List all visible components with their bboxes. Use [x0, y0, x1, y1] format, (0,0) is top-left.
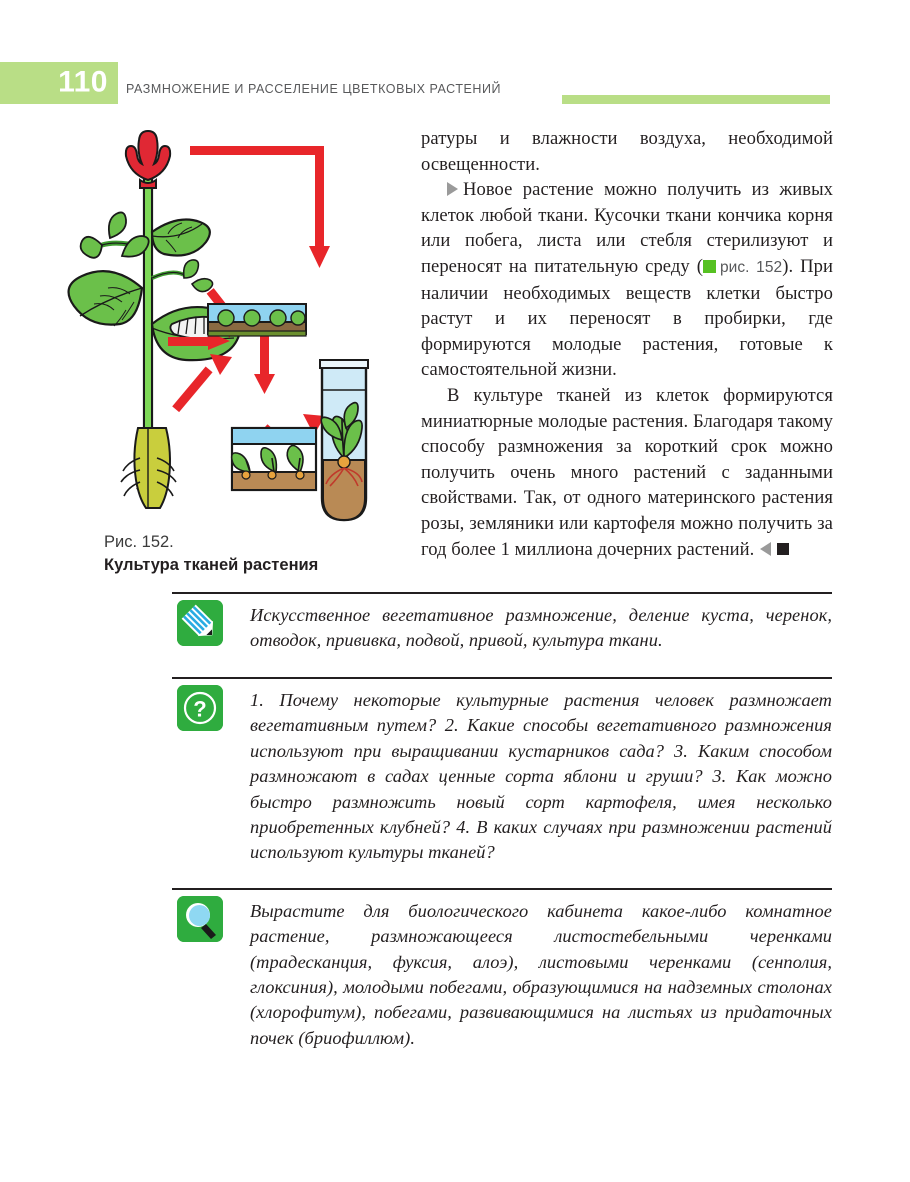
square-end-marker	[777, 543, 789, 555]
magnifier-icon	[177, 896, 223, 942]
task-text: Вырастите для биологического кабинета какое-либо комнатное растение, размножающееся листостебельными черенками (традесканция, фуксия, алоэ), листовыми черенками (сенполия, глоксиния), молодыми побегами, образующимися на надземных столонах (хлорофитум), побегами, развивающимися на листьях из придаточных почек (бриофиллюм).	[250, 900, 832, 1048]
task-box	[172, 888, 832, 1051]
test-tube	[320, 360, 368, 520]
key-terms-text: Искусственное вегетативное размножение, деление куста, черенок, отводок, прививка, подвой, привой, культура ткани.	[250, 605, 832, 651]
figure-caption-title: Культура тканей растения	[104, 556, 319, 574]
page-number-block	[0, 62, 118, 104]
pencil-icon	[177, 600, 223, 646]
green-square-icon	[703, 260, 716, 273]
key-terms-box	[172, 592, 832, 655]
figure-caption-number: Рис. 152.	[104, 533, 174, 551]
body-text-column	[421, 126, 833, 562]
paragraph-new-plant	[421, 177, 833, 383]
svg-text:?: ?	[193, 696, 207, 722]
triangle-left-marker	[760, 542, 771, 556]
question-mark-icon	[177, 685, 223, 731]
header-rule	[562, 95, 830, 104]
running-head-title: РАЗМНОЖЕНИЕ И РАССЕЛЕНИЕ ЦВЕТКОВЫХ РАСТЕНИЙ	[126, 82, 502, 96]
questions-text: 1. Почему некоторые культурные растения человек размножает вегетативным путем? 2. Какие способы вегетативного размножения используют при выращивании кустарников сада? 3. Каким способом размножают в садах ценные сорта яблони и груши? 3. Как можно быстро размножить новый сорт картофеля, имея несколько приобретенных клубней? 4. В каких случаях при размножении растений используют культуры тканей?	[250, 690, 832, 863]
questions-box	[172, 677, 832, 866]
paragraph-new-plant-part1: Новое растение можно получить из живых клеток любой ткани. Кусочки ткани кончика корня или побега, листа или стебля стерилизуют и переносят на питательную среду (	[421, 179, 833, 277]
page-number: 110	[58, 65, 108, 99]
petri-dish-upper	[208, 304, 306, 336]
triangle-right-marker	[447, 182, 458, 196]
figure-reference-label: рис. 152	[719, 258, 783, 276]
info-boxes	[172, 592, 832, 1051]
paragraph-new-plant-part2: ). При наличии необходимых веществ клетки быстро растут и их переносят в пробирки, где формируются молодые растения, готовые к самостоятельной жизни.	[421, 255, 834, 381]
figure-reference	[703, 256, 782, 277]
paragraph-continuation: ратуры и влажности воздуха, необходимой освещенности.	[421, 128, 833, 175]
seedling-tray	[232, 428, 316, 490]
figure-illustration	[60, 128, 400, 523]
paragraph-tissue-culture-text: В культуре тканей из клеток формируются миниатюрные молодые растения. Благодаря такому способу размножения за короткий срок можно получить очень много растений с заданными свойствами. Так, от одного материнского растения розы, земляники или картофеля можно получить за год более 1 миллиона дочерних растений.	[421, 384, 833, 560]
figure-caption	[104, 532, 424, 576]
paragraph-tissue-culture	[421, 383, 833, 562]
